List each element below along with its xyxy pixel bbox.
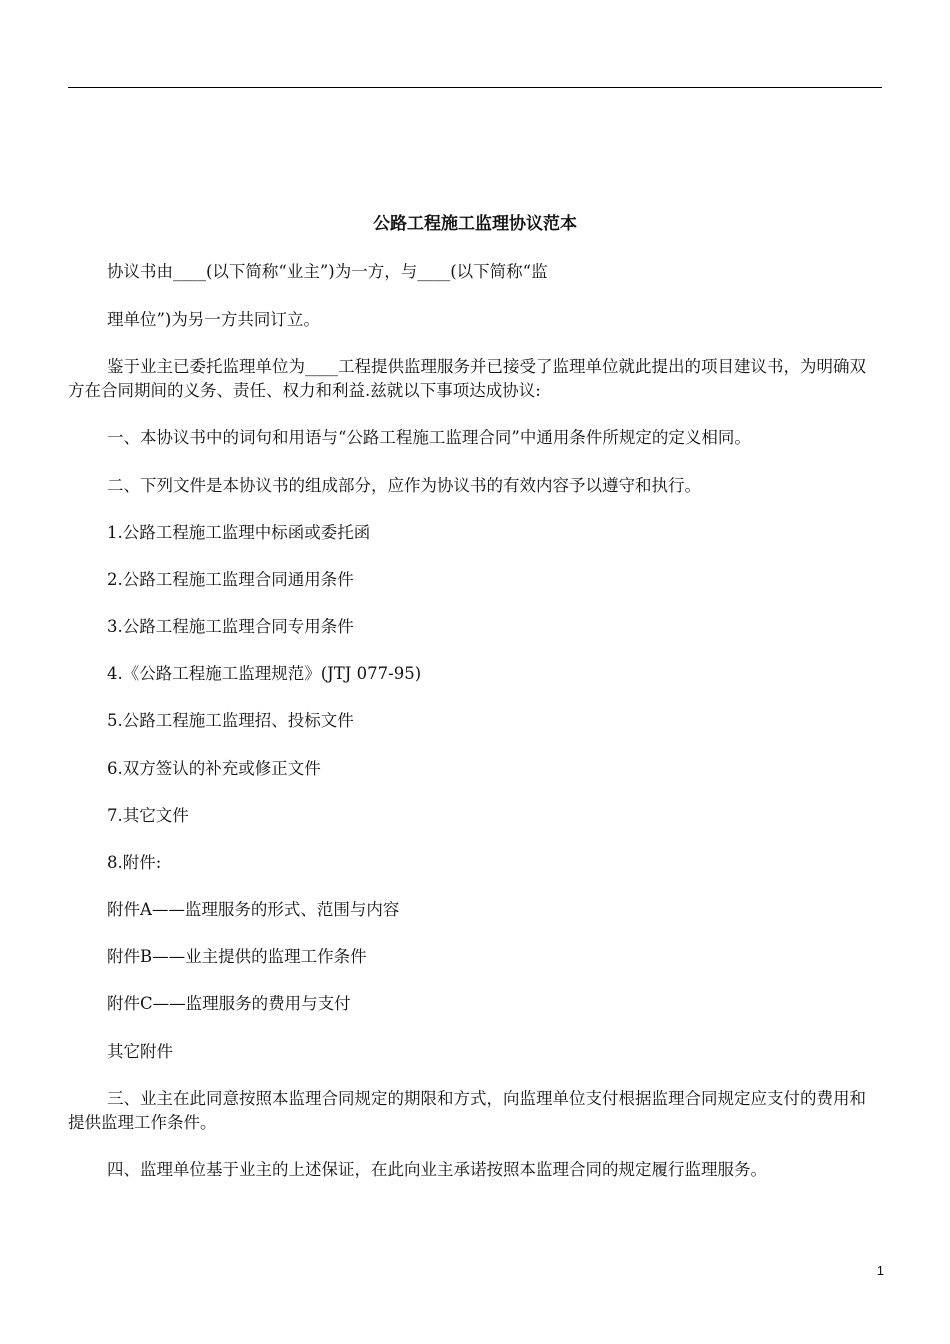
page-number: 1 [876,1263,884,1278]
list-item-5: 5.公路工程施工监理招、投标文件 [107,711,354,730]
paragraph-parties-line-2: 理单位”)为另一方共同订立。 [107,310,320,329]
list-item-1: 1.公路工程施工监理中标函或委托函 [107,523,371,542]
paragraph-preamble: 鉴于业主已委托监理单位为____工程提供监理服务并已接受了监理单位就此提出的项目建议书，为明确双方在合同期间的义务、责任、权力和利益.兹就以下事项达成协议: [68,357,866,400]
list-item-4: 4.《公路工程施工监理规范》(JTJ 077-95) [107,664,422,683]
appendix-b: 附件B——业主提供的监理工作条件 [107,947,367,966]
list-item-7: 7.其它文件 [107,806,189,825]
appendix-c: 附件C——监理服务的费用与支付 [107,994,351,1013]
appendix-a: 附件A——监理服务的形式、范围与内容 [107,900,400,919]
clause-1: 一、本协议书中的词句和用语与“公路工程施工监理合同”中通用条件所规定的定义相同。 [107,428,751,447]
document-title: 公路工程施工监理协议范本 [373,214,577,234]
list-item-6: 6.双方签认的补充或修正文件 [107,759,321,778]
appendix-other: 其它附件 [107,1042,173,1061]
header-rule [68,87,882,88]
list-item-8: 8.附件: [107,853,162,872]
list-item-3: 3.公路工程施工监理合同专用条件 [107,617,354,636]
paragraph-parties-line-1: 协议书由____(以下简称“业主”)为一方，与____(以下简称“监 [107,262,548,281]
clause-4: 四、监理单位基于业主的上述保证，在此向业主承诺按照本监理合同的规定履行监理服务。 [107,1160,767,1179]
clause-2: 二、下列文件是本协议书的组成部分，应作为协议书的有效内容予以遵守和执行。 [107,476,701,495]
list-item-2: 2.公路工程施工监理合同通用条件 [107,570,354,589]
clause-3: 三、业主在此同意按照本监理合同规定的期限和方式，向监理单位支付根据监理合同规定应支付的费用和提供监理工作条件。 [68,1089,866,1132]
